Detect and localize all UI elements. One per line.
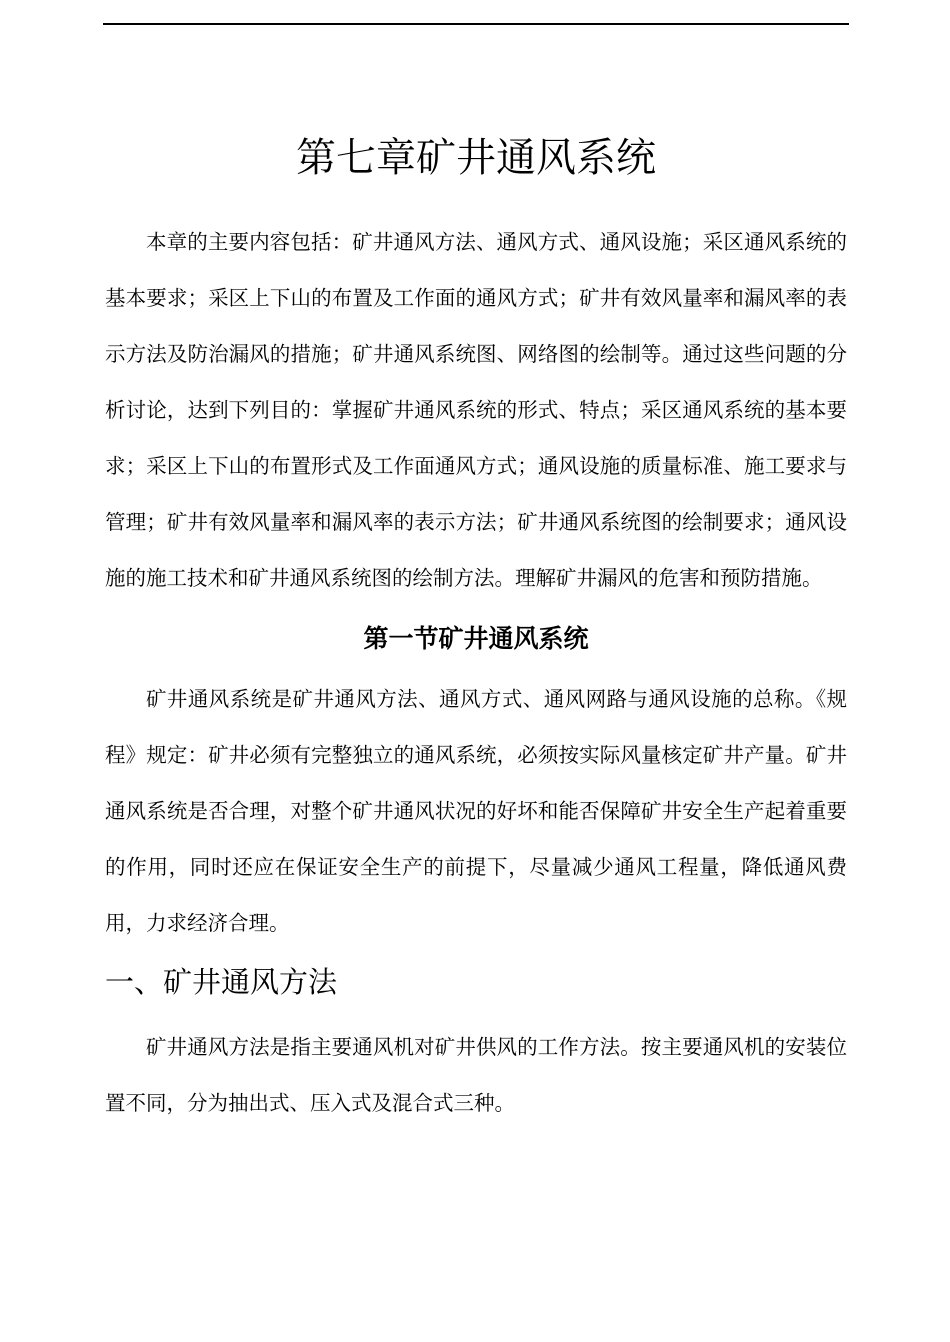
subsection-title: 一、矿井通风方法	[105, 965, 338, 999]
intro-paragraph: 本章的主要内容包括：矿井通风方法、通风方式、通风设施；采区通风系统的基本要求；采区上下山的布置及工作面的通风方式；矿井有效风量率和漏风率的表示方法及防治漏风的措施；矿井通风系统图、网络图的绘制等。通过这些问题的分析讨论，达到下列目的：掌握矿井通风系统的形式、特点；采区通风系统的基本要求；采区上下山的布置形式及工作面通风方式；通风设施的质量标准、施工要求与管理；矿井有效风量率和漏风率的表示方法；矿井通风系统图的绘制要求；通风设施的施工技术和矿井通风系统图的绘制方法。理解矿井漏风的危害和预防措施。	[105, 230, 847, 590]
subsection-paragraph: 矿井通风方法是指主要通风机对矿井供风的工作方法。按主要通风机的安装位置不同，分为抽出式、压入式及混合式三种。	[105, 1035, 847, 1115]
section-title: 第一节矿井通风系统	[363, 624, 589, 653]
section-paragraph: 矿井通风系统是矿井通风方法、通风方式、通风网路与通风设施的总称。《规程》规定：矿井必须有完整独立的通风系统，必须按实际风量核定矿井产量。矿井通风系统是否合理，对整个矿井通风状况的好坏和能否保障矿井安全生产起着重要的作用，同时还应在保证安全生产的前提下，尽量减少通风工程量，降低通风费用，力求经济合理。	[105, 687, 847, 935]
header-rule	[103, 23, 849, 25]
document-body	[105, 128, 847, 1131]
chapter-title: 第七章矿井通风系统	[296, 135, 656, 181]
